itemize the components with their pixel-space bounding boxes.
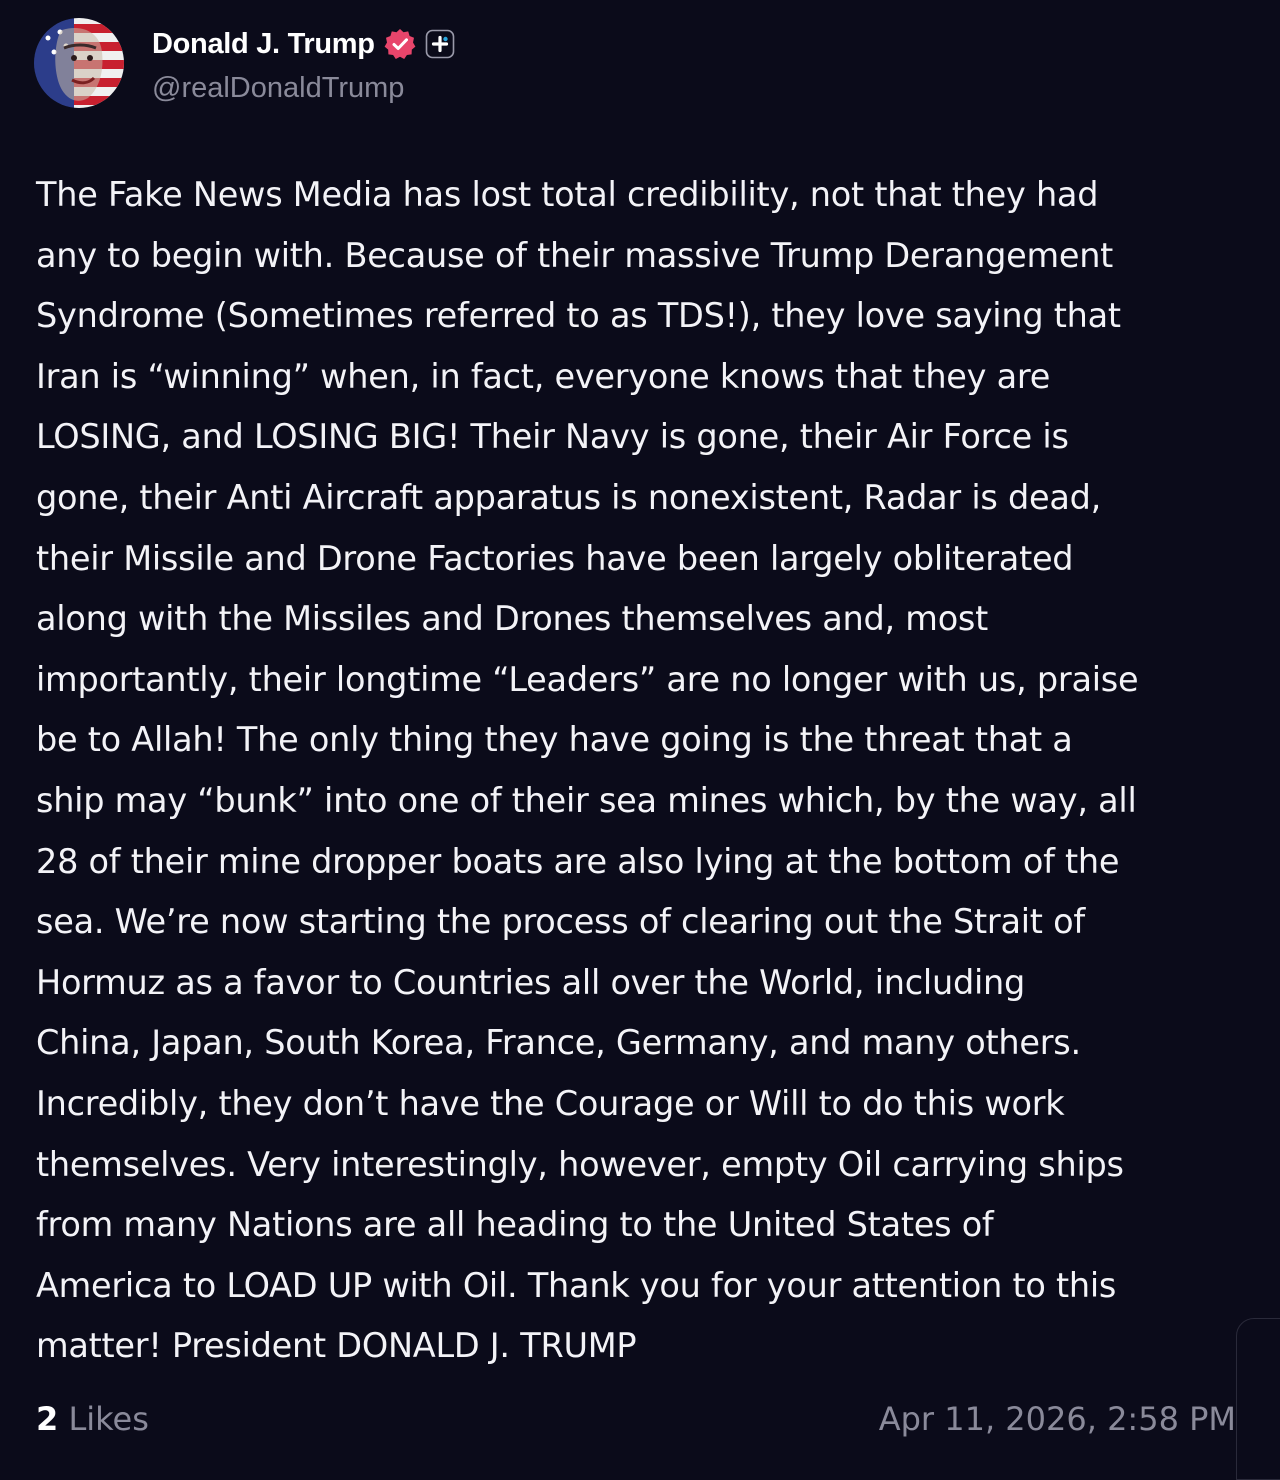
likes-label: Likes: [68, 1400, 149, 1438]
avatar-image: [34, 18, 124, 108]
author-display-name[interactable]: Donald J. Trump: [152, 27, 375, 60]
post-body-text: The Fake News Media has lost total credibility, not that they had any to begin with. Because of their massive Trump Derangement Syndrome (Sometimes referred to as TDS!), they love saying that Iran is “winning” when, in fact, everyone knows that they are LOSING, and LOSING BIG! Their Navy is gone, their Air Force is gone, their Anti Aircraft apparatus is nonexistent, Radar is dead, their Missile and Drone Factories have been largely obliterated along with the Missiles and Drones themselves and, most importantly, their longtime “Leaders” are no longer with us, praise be to Allah! The only thing they have going is the threat that a ship may “bunk” into one of their sea mines which, by the way, all 28 of their mine dropper boats are also lying at the bottom of the sea. We’re now starting the process of clearing out the Strait of Hormuz as a favor to Countries all over the World, including China, Japan, South Korea, France, Germany, and many others. Incredibly, they don’t have the Courage or Will to do this work themselves. Very interestingly, however, empty Oil carrying ships from many Nations are all heading to the United States of America to LOAD UP with Oil. Thank you for your attention to this matter! President DONALD J. TRUMP: [36, 175, 1139, 1366]
plus-square-icon[interactable]: [425, 29, 455, 59]
likes-link[interactable]: [36, 1400, 149, 1438]
post-timestamp: Apr 11, 2026, 2:58 PM: [878, 1400, 1236, 1438]
author-handle[interactable]: @realDonaldTrump: [152, 72, 405, 104]
post-header: [34, 18, 455, 108]
avatar[interactable]: [34, 18, 124, 108]
author-identity: [152, 26, 455, 105]
verified-badge-icon: [383, 27, 417, 61]
name-row: [152, 26, 455, 62]
likes-count: 2: [36, 1400, 59, 1438]
post-footer: [36, 1396, 1236, 1442]
